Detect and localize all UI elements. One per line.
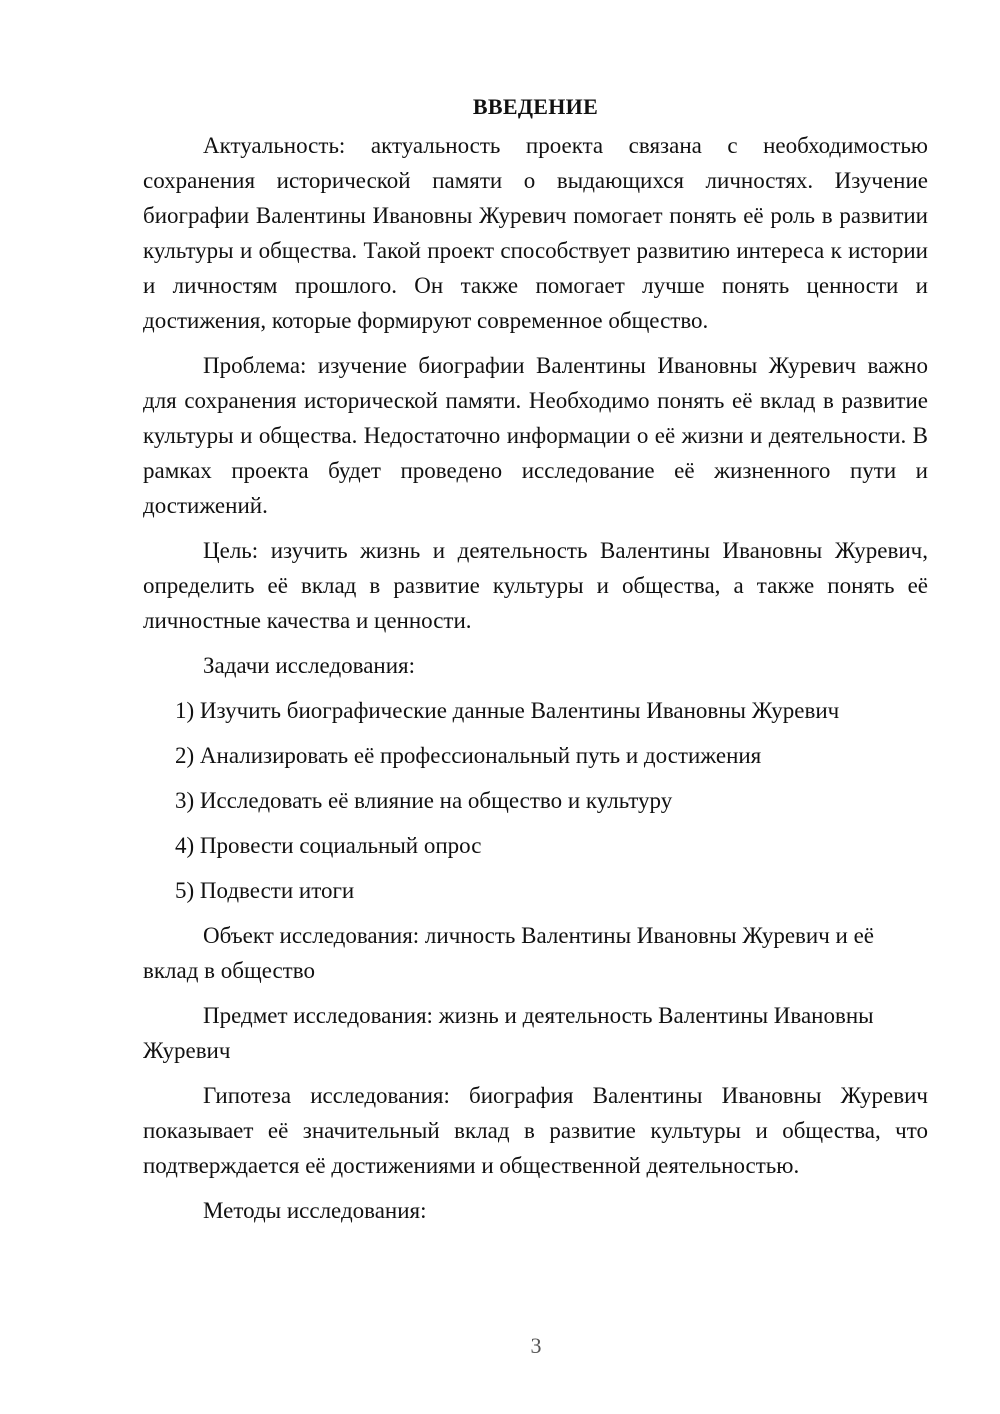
list-item: 4) Провести социальный опрос [175, 833, 482, 858]
list-item: 5) Подвести итоги [175, 878, 355, 903]
problem-paragraph: Проблема: изучение биографии Валентины Ивановны Журевич важно для сохранения исторической памяти. Необходимо понять её вклад в развитие культуры и общества. Недостаточно информации о её жизни и деятельности. В рамках проекта будет проведено исследование её жизненного пути и достижений. [143, 353, 928, 518]
tasks-heading: Задачи исследования: [203, 653, 416, 678]
list-item: 1) Изучить биографические данные Валентины Ивановны Журевич [175, 698, 840, 723]
document-page [143, 92, 928, 1238]
goal-paragraph: Цель: изучить жизнь и деятельность Валентины Ивановны Журевич, определить её вклад в развитие культуры и общества, а также понять её личностные качества и ценности. [143, 538, 928, 633]
methods-heading: Методы исследования: [203, 1198, 427, 1223]
hypothesis-paragraph: Гипотеза исследования: биография Валентины Ивановны Журевич показывает её значительный вклад в развитие культуры и общества, что подтверждается её достижениями и общественной деятельностью. [143, 1083, 928, 1178]
tasks-list [143, 693, 928, 908]
relevance-paragraph: Актуальность: актуальность проекта связана с необходимостью сохранения исторической памяти о выдающихся личностях. Изучение биографии Валентины Ивановны Журевич помогает понять её роль в развитии культуры и общества. Такой проект способствует развитию интереса к истории и личностям прошлого. Он также помогает лучше понять ценности и достижения, которые формируют современное общество. [143, 133, 928, 333]
object-paragraph: Объект исследования: личность Валентины Ивановны Журевич и её вклад в общество [143, 923, 874, 983]
list-item: 2) Анализировать её профессиональный путь и достижения [175, 743, 762, 768]
list-item: 3) Исследовать её влияние на общество и культуру [175, 788, 673, 813]
page-number: 3 [530, 1333, 542, 1358]
subject-paragraph: Предмет исследования: жизнь и деятельность Валентины Ивановны Журевич [143, 1003, 874, 1063]
section-heading: ВВЕДЕНИЕ [472, 94, 599, 119]
